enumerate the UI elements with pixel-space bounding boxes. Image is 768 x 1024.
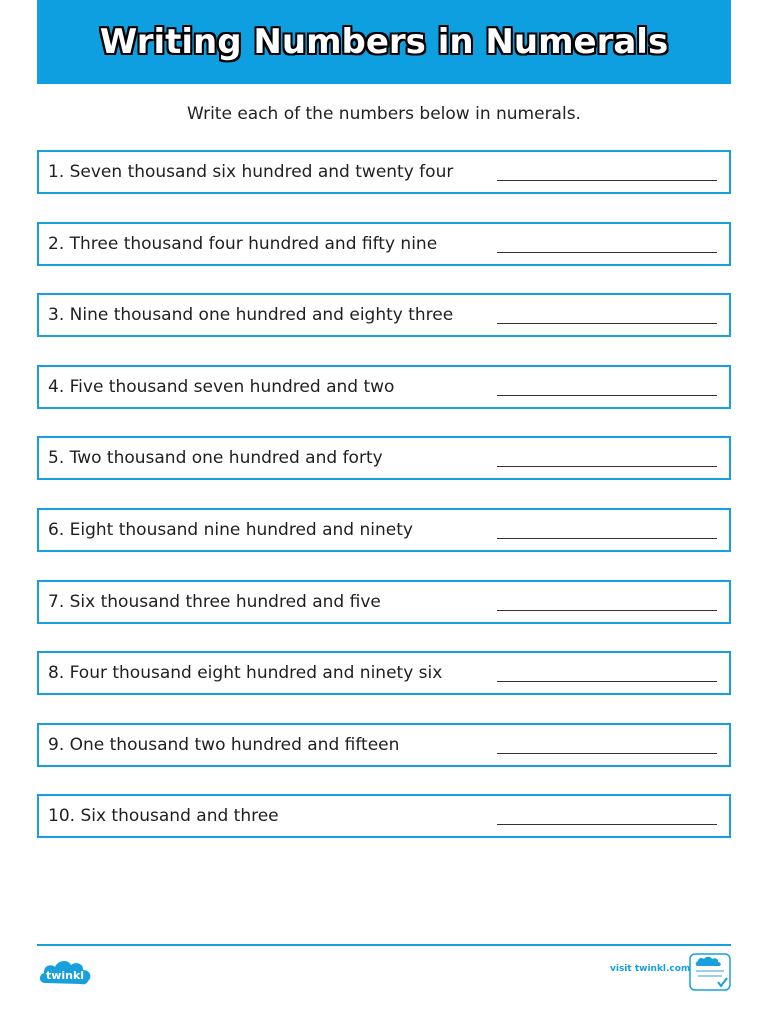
question-row	[37, 508, 731, 552]
quality-standard-badge-icon	[688, 952, 732, 992]
question-row	[37, 723, 731, 767]
question-label: 4. Five thousand seven hundred and two	[48, 376, 395, 397]
question-row	[37, 651, 731, 695]
answer-line[interactable]	[497, 466, 717, 467]
answer-line[interactable]	[497, 252, 717, 253]
question-row	[37, 580, 731, 624]
question-row	[37, 222, 731, 266]
twinkl-logo[interactable]	[37, 955, 97, 989]
question-row	[37, 436, 731, 480]
answer-line[interactable]	[497, 681, 717, 682]
answer-line[interactable]	[497, 395, 717, 396]
answer-line[interactable]	[497, 323, 717, 324]
question-label: 5. Two thousand one hundred and forty	[48, 448, 383, 469]
question-row	[37, 365, 731, 409]
question-row	[37, 794, 731, 838]
question-row	[37, 293, 731, 337]
question-label: 1. Seven thousand six hundred and twenty four	[48, 162, 454, 182]
logo-text: twinkl	[45, 969, 85, 982]
question-label: 9. One thousand two hundred and fifteen	[48, 734, 400, 755]
instructions-text: Write each of the numbers below in numerals.	[187, 104, 581, 124]
answer-line[interactable]	[497, 180, 717, 181]
answer-line[interactable]	[497, 610, 717, 611]
visit-link[interactable]: visit twinkl.com	[610, 964, 691, 974]
footer-divider	[37, 944, 731, 946]
answer-line[interactable]	[497, 753, 717, 754]
question-label: 3. Nine thousand one hundred and eighty three	[48, 305, 454, 326]
question-label: 8. Four thousand eight hundred and ninety six	[48, 663, 443, 684]
question-row	[37, 150, 731, 194]
answer-line[interactable]	[497, 824, 717, 825]
answer-line[interactable]	[497, 538, 717, 539]
page-title: Writing Numbers in Numerals	[99, 22, 669, 62]
title-banner	[37, 0, 731, 84]
question-label: 2. Three thousand four hundred and fifty nine	[48, 233, 438, 254]
question-label: 10. Six thousand and three	[48, 806, 279, 827]
question-list	[37, 150, 731, 866]
question-label: 7. Six thousand three hundred and five	[48, 591, 381, 612]
question-label: 6. Eight thousand nine hundred and ninety	[48, 519, 413, 540]
